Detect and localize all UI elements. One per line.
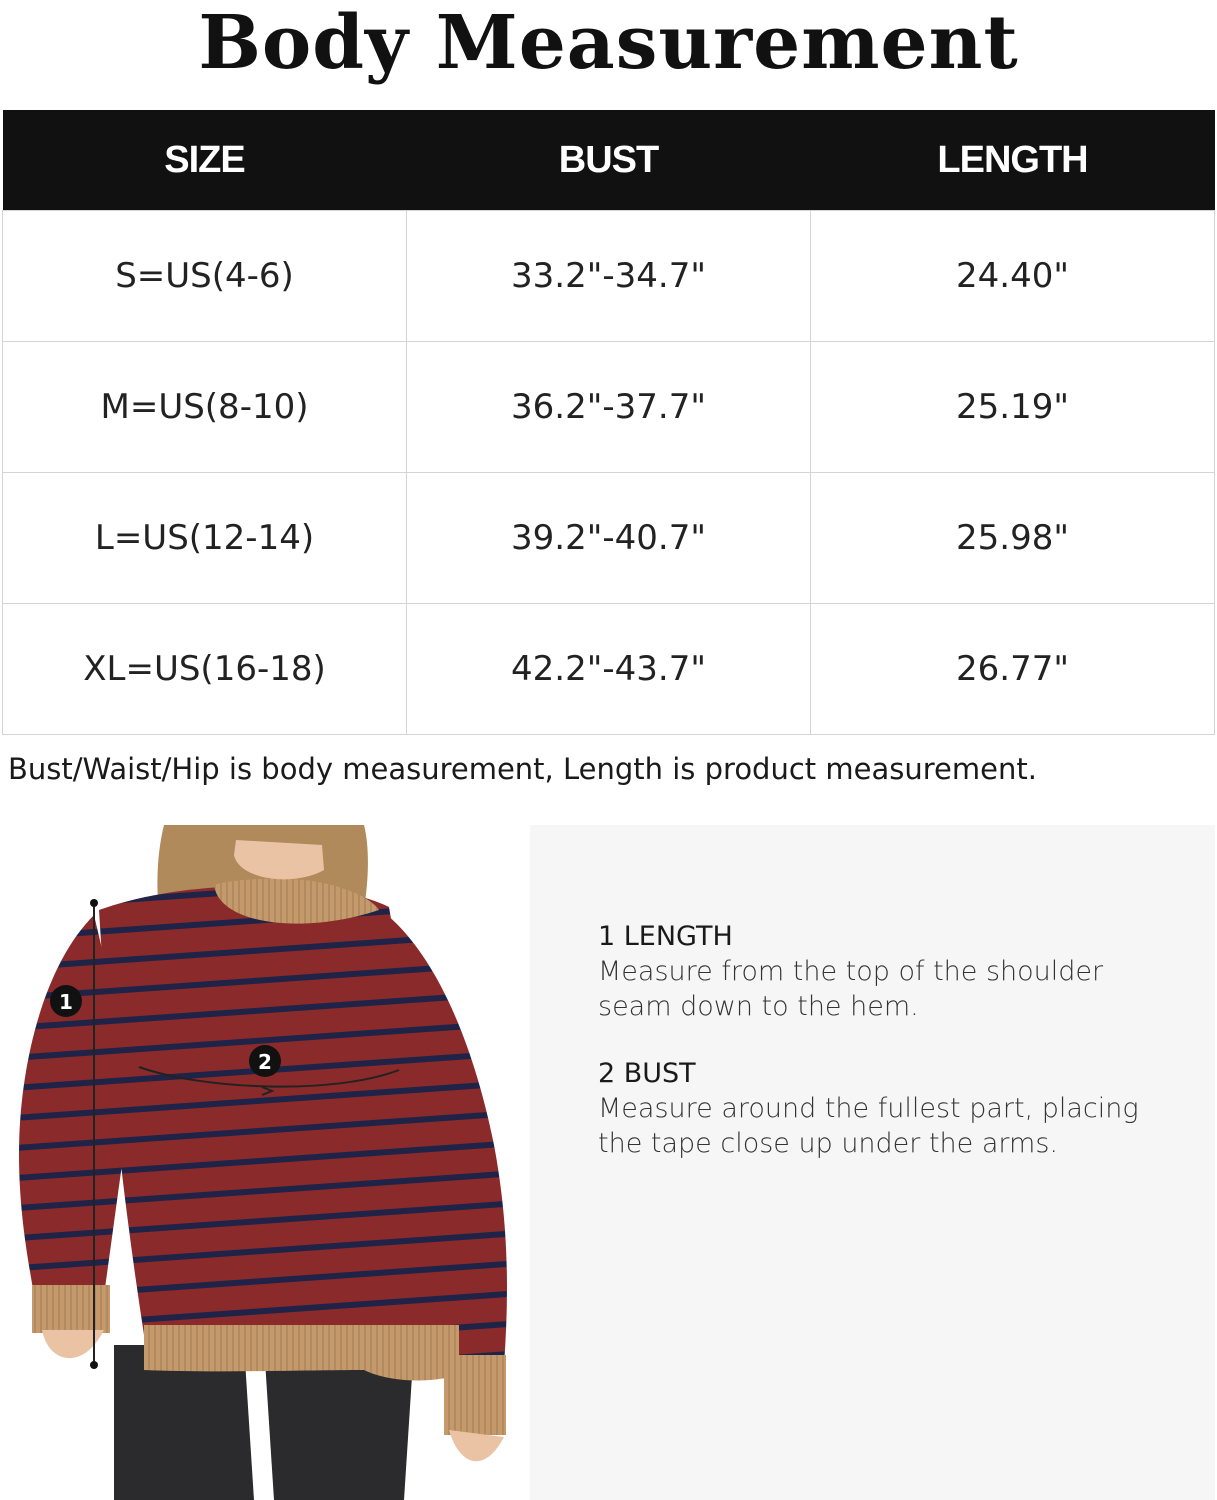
length-cell: 25.19" [811,342,1215,473]
page-title: Body Measurement [198,0,1019,86]
bust-cell: 36.2"-37.7" [407,342,811,473]
length-desc-line1: Measure from the top of the shoulder [598,956,1104,987]
size-cell: M=US(8-10) [3,342,407,473]
table-row [3,211,1215,342]
svg-text:2: 2 [258,1050,272,1074]
size-chart-table [2,110,1215,735]
model-photo [4,825,526,1500]
length-heading: 1 LENGTH [598,921,733,952]
size-cell: L=US(12-14) [3,473,407,604]
header-length: LENGTH [811,110,1215,211]
bust-instructions [598,1057,1198,1161]
length-marker-badge [50,985,82,1017]
size-cell: XL=US(16-18) [3,604,407,735]
bust-desc-line2: the tape close up under the arms. [598,1128,1058,1159]
left-cuff [32,1285,110,1333]
right-cuff [444,1355,506,1435]
table-header-row [3,110,1215,211]
length-cell: 24.40" [811,211,1215,342]
size-cell: S=US(4-6) [3,211,407,342]
length-instructions [598,920,1198,1024]
header-size: SIZE [3,110,407,211]
header-bust: BUST [407,110,811,211]
measurement-guide-panel [530,825,1215,1500]
table-row [3,342,1215,473]
length-cell: 26.77" [811,604,1215,735]
svg-text:1: 1 [59,990,73,1014]
measurement-note: Bust/Waist/Hip is body measurement, Length is product measurement. [8,752,1037,786]
length-cell: 25.98" [811,473,1215,604]
bust-marker-badge [249,1045,281,1077]
table-row [3,473,1215,604]
bust-heading: 2 BUST [598,1058,696,1089]
bust-cell: 39.2"-40.7" [407,473,811,604]
bust-desc-line1: Measure around the fullest part, placing [598,1093,1139,1124]
bust-cell: 42.2"-43.7" [407,604,811,735]
table-row [3,604,1215,735]
length-desc-line2: seam down to the hem. [598,991,919,1022]
sweater-illustration [4,825,526,1500]
bust-cell: 33.2"-34.7" [407,211,811,342]
